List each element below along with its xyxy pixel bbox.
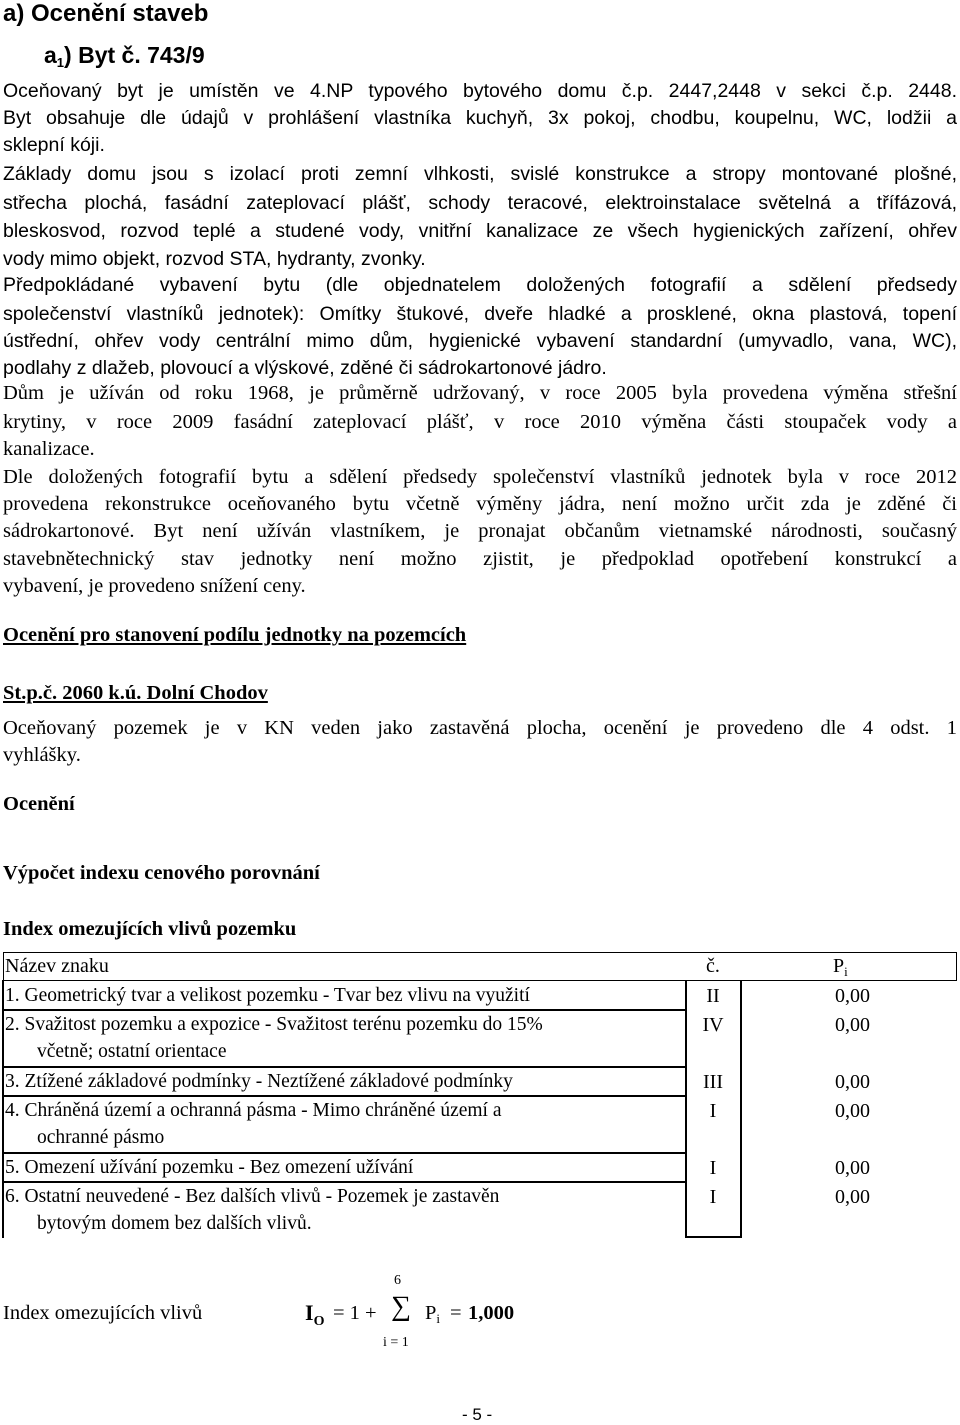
table-row-rule-left: [2, 980, 4, 1238]
header-value-main: P: [833, 955, 845, 977]
parcel-heading: St.p.č. 2060 k.ú. Dolní Chodov: [3, 682, 268, 704]
intro-line: Oceňovaný byt je umístěn ve 4.NP typového bytového domu č.p. 2447,2448 v sekci č.p. 2448.: [3, 80, 957, 102]
formula-term: [425, 1302, 440, 1327]
row-value: 0,00: [835, 1014, 870, 1036]
row-num: IV: [702, 1014, 724, 1036]
table-header-rule: [3, 980, 957, 981]
parcel-line: Oceňovaný pozemek je v KN veden jako zastavěná plocha, ocenění je provedeno dle 4 odst. 1: [3, 717, 957, 739]
valuation-label: Ocenění: [3, 793, 75, 815]
land-heading: Ocenění pro stanovení podílu jednotky na pozemcích: [3, 624, 467, 646]
table-row-cont: včetně; ostatní orientace: [37, 1041, 227, 1062]
subsection-prefix: a: [44, 42, 57, 68]
formula-term-sub: i: [436, 1311, 441, 1326]
header-name: Název znaku: [5, 955, 109, 977]
header-value-sub: i: [844, 964, 848, 979]
equipment-line: ústřední, ohřev vody centrální mimo dům, hygienické vybavení standardní (umyvadlo, vana, WC),: [3, 330, 957, 352]
header-value: [833, 955, 848, 980]
equipment-line: společenství vlastníků jednotek): Omítky štukové, dveře hladké a prosklené, okna plastová, topení: [3, 303, 957, 325]
construction-line: bleskosvod, rozvod teplé a studené vody, vnitřní kanalizace ze všech hygienických zařízení, ohřev: [3, 220, 957, 242]
row-value: 0,00: [835, 1100, 870, 1122]
row-value: 0,00: [835, 1157, 870, 1179]
row-value: 0,00: [835, 1071, 870, 1093]
table-row: 1. Geometrický tvar a velikost pozemku - Tvar bez vlivu na využití: [5, 985, 530, 1006]
formula-lhs-main: I: [305, 1300, 314, 1325]
table-row: 2. Svažitost pozemku a expozice - Svažitost terénu pozemku do 15%: [5, 1014, 543, 1035]
usage-line: krytiny, v roce 2009 fasádní zateplovací plášť, v roce 2010 výměna části stoupaček vody a: [3, 411, 957, 433]
intro-line: sklepní kóji.: [3, 134, 105, 156]
row-rule: [3, 1181, 685, 1183]
parcel-line: vyhlášky.: [3, 744, 81, 766]
construction-line: Základy domu jsou s izolací proti zemní vlhkosti, svislé konstrukce a stropy montované plošné,: [3, 163, 957, 185]
subsection-index: 1: [56, 55, 65, 70]
row-rule: [3, 1066, 685, 1068]
limiting-heading: Index omezujících vlivů pozemku: [3, 918, 297, 940]
formula-sum-lower: i = 1: [383, 1335, 409, 1350]
table-row: 4. Chráněná území a ochranná pásma - Mimo chráněné území a: [5, 1100, 502, 1121]
renovation-line: Dle doložených fotografií bytu a sdělení předsedy společenství vlastníků jednotek byla v roce 2012: [3, 466, 957, 488]
row-num: III: [703, 1071, 723, 1093]
table-border-left: [3, 952, 4, 981]
table-border-right: [956, 952, 957, 981]
table-num-bottom-rule: [685, 1236, 742, 1238]
subsection-heading: [44, 42, 205, 70]
renovation-line: vybavení, je provedeno snížení ceny.: [3, 575, 306, 597]
renovation-line: provedena rekonstrukce oceňovaného bytu včetně výměny jádra, není možno určit zda je zděné či: [3, 493, 957, 515]
row-num: II: [706, 985, 720, 1007]
usage-line: Dům je užíván od roku 1968, je průměrně udržovaný, v roce 2005 byla provedena výměna střešní: [3, 382, 957, 404]
equipment-line: podlahy z dlažeb, plovoucí a vlýskové, zděné či sádrokartonové jádro.: [3, 357, 607, 379]
formula-eq: =: [450, 1302, 462, 1324]
formula-sum-upper: 6: [394, 1273, 401, 1288]
table-row: 3. Ztížené základové podmínky - Neztížené základové podmínky: [5, 1071, 513, 1092]
formula-term-main: P: [425, 1302, 437, 1324]
table-row: 5. Omezení užívání pozemku - Bez omezení užívání: [5, 1157, 414, 1178]
table-row: 6. Ostatní neuvedené - Bez dalších vlivů - Pozemek je zastavěn: [5, 1186, 500, 1207]
row-value: 0,00: [835, 985, 870, 1007]
row-num: I: [709, 1157, 717, 1179]
construction-line: vody mimo objekt, rozvod STA, hydranty, zvonky.: [3, 248, 426, 270]
construction-line: střecha plochá, fasádní zateplovací plášť, schody teracové, elektroinstalace světelná a třífázová,: [3, 192, 957, 214]
formula-lhs: [305, 1300, 324, 1330]
section-heading: a) Ocenění staveb: [3, 0, 209, 27]
row-rule: [3, 1009, 685, 1011]
renovation-line: stavebnětechnický stav jednotky není možno zjistit, je předpoklad opotřebení konstrukcí a: [3, 548, 957, 570]
formula-label: Index omezujících vlivů: [3, 1302, 203, 1324]
subsection-title: ) Byt č. 743/9: [64, 42, 205, 68]
formula-sum-symbol: ∑: [391, 1291, 411, 1322]
row-value: 0,00: [835, 1186, 870, 1208]
row-num: I: [709, 1186, 717, 1208]
table-row-cont: ochranné pásmo: [37, 1127, 165, 1148]
page-number: - 5 -: [462, 1405, 493, 1424]
row-rule: [3, 1095, 685, 1097]
row-num: I: [709, 1100, 717, 1122]
equipment-line: Předpokládané vybavení bytu (dle objednatelem doložených fotografií a sdělení předsedy: [3, 274, 957, 296]
index-calc-heading: Výpočet indexu cenového porovnání: [3, 862, 320, 884]
formula-eq-one: = 1 +: [333, 1302, 377, 1324]
usage-line: kanalizace.: [3, 438, 95, 460]
formula-result: 1,000: [468, 1302, 515, 1324]
table-border-top: [3, 952, 957, 953]
formula-lhs-sub: O: [313, 1314, 325, 1329]
row-rule: [3, 1152, 685, 1154]
renovation-line: sádrokartonové. Byt není užíván vlastníkem, je pronajat občanům vietnamské národnosti, současný: [3, 520, 957, 542]
table-row-cont: bytovým domem bez dalších vlivů.: [37, 1213, 312, 1234]
intro-line: Byt obsahuje dle údajů v prohlášení vlastníka kuchyň, 3x pokoj, chodbu, koupelnu, WC, lodžii a: [3, 107, 957, 129]
header-num: č.: [706, 955, 720, 977]
